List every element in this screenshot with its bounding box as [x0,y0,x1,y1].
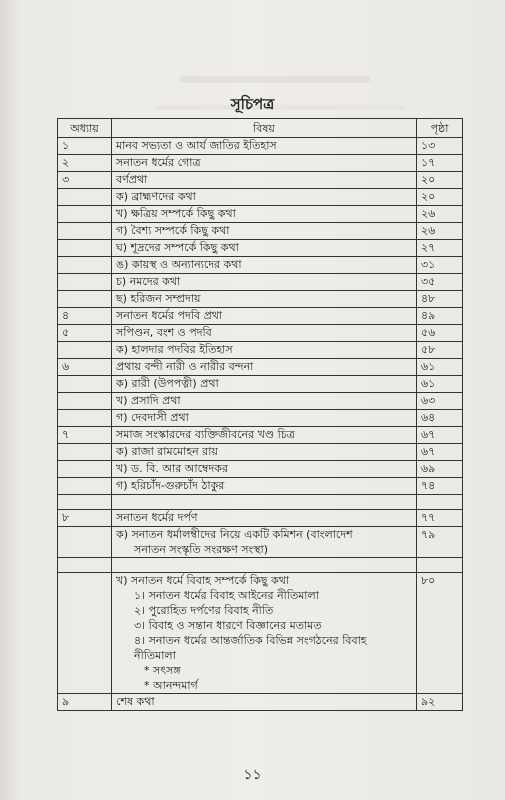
chapter-header: অধ্যায় [58,119,112,138]
sub-item: ৪। সনাতন ধর্মের আন্তর্জাতিক বিভিন্ন সংগঠনের বিবাহ [134,634,367,647]
table-row [58,308,463,325]
chapter-number: ৮ [58,510,112,527]
chapter-number: ৪ [58,308,112,325]
chapter-number [58,444,112,461]
subject: খ) ক্ষত্রিয় সম্পর্কে কিছু কথা [112,206,417,223]
chapter-number [58,410,112,427]
page-number: ৬৯ [417,461,463,478]
subject-line: খ) সনাতন ধর্মে বিবাহ সম্পর্কে কিছু কথা [116,574,290,587]
table-row [58,527,463,558]
table-row [58,206,463,223]
table-row [58,172,463,189]
subject [112,573,417,694]
subject: ক) হালদার পদবির ইতিহাস [112,342,417,359]
table-row [58,325,463,342]
chapter-number [58,274,112,291]
page-number: ৫৬ [417,325,463,342]
table-row [58,189,463,206]
page-number: ৬৭ [417,427,463,444]
sub-item: ১। সনাতন ধর্মের বিবাহ আইনের নীতিমালা [134,589,319,602]
table-row [58,510,463,527]
subject: সনাতন ধর্মের পদবি প্রথা [112,308,417,325]
chapter-number [58,393,112,410]
chapter-number [58,573,112,694]
table-row [58,342,463,359]
table-row [58,155,463,172]
chapter-number [58,461,112,478]
subject: বর্ণপ্রথা [112,172,417,189]
page-number: ৩৫ [417,274,463,291]
bullet-item: * আনন্দমার্গ [144,679,198,692]
page-number: ২৬ [417,223,463,240]
chapter-number [58,342,112,359]
chapter-number: ৩ [58,172,112,189]
subject-line-continued: সনাতন সংস্কৃতি সংরক্ষণ সংস্থা) [134,543,269,556]
page-number: ২০ [417,189,463,206]
table-row [58,138,463,155]
subject: প্রথায় বন্দী নারী ও নারীর বন্দনা [112,359,417,376]
page-number: ৭৭ [417,510,463,527]
chapter-number [58,223,112,240]
subject: শেষ কথা [112,694,417,711]
chapter-number [58,291,112,308]
chapter-number [58,376,112,393]
table-row [58,461,463,478]
chapter-number: ৯ [58,694,112,711]
subject: মানব সভ্যতা ও আর্য জাতির ইতিহাস [112,138,417,155]
subject: ক) ব্রাহ্মণদের কথা [112,189,417,206]
page-number: ৬৭ [417,444,463,461]
page-number: ৩১ [417,257,463,274]
page-number: ২৭ [417,240,463,257]
page-number: ১৩ [417,138,463,155]
table-row [58,427,463,444]
subject: ছ) হরিজন সম্প্রদায় [112,291,417,308]
table-row [58,376,463,393]
table-row [58,359,463,376]
sub-item: ৩। বিবাহ ও সন্তান ধারণে বিজ্ঞানের মতামত [134,619,322,632]
page-number: ৫৮ [417,342,463,359]
subject: ক) রাজা রামমোহন রায় [112,444,417,461]
contents-table [57,118,463,711]
chapter-number [58,206,112,223]
sub-item: ২। পুরোহিত দর্পণের বিবাহ নীতি [134,604,274,617]
page-number: ৭৯ [417,527,463,558]
chapter-number [58,240,112,257]
table-row [58,573,463,694]
subject: সনাতন ধর্মের গোত্র [112,155,417,172]
page-folio: ১১ [243,767,262,783]
bullet-item: * সৎসঙ্গ [144,664,181,677]
page-header: পৃষ্ঠা [417,119,463,138]
page-number: ৪৮ [417,291,463,308]
subject: গ) হরিচাঁদ-গুরুচাঁদ ঠাকুর [112,478,417,495]
subject: ঙ) কায়স্থ ও অন্যান্যদের কথা [112,257,417,274]
page-number: ৪৯ [417,308,463,325]
subject-line: ক) সনাতন ধর্মালম্বীদের নিয়ে একটি কমিশন (বাংলাদেশ [116,528,353,541]
page-number: ৯২ [417,694,463,711]
page-number: ২০ [417,172,463,189]
chapter-number: ১ [58,138,112,155]
page-number: ৬১ [417,376,463,393]
table-row [58,444,463,461]
page-number: ২৬ [417,206,463,223]
chapter-number [58,257,112,274]
subject: খ) প্রসাদি প্রথা [112,393,417,410]
chapter-number: ৬ [58,359,112,376]
table-row [58,223,463,240]
subject: খ) ড. বি. আর আম্বেদকর [112,461,417,478]
chapter-number [58,189,112,206]
table-row [58,257,463,274]
subject [112,527,417,558]
chapter-number [58,527,112,558]
table-row [58,478,463,495]
subject: সমাজ সংস্কারদের ব্যক্তিজীবনের খণ্ড চিত্র [112,427,417,444]
page-number: ৮০ [417,573,463,694]
blank-row [58,558,463,573]
subject: চ) নমদের কথা [112,274,417,291]
chapter-number: ৫ [58,325,112,342]
subject-header: বিষয় [112,119,417,138]
table-row [58,240,463,257]
blank-row [58,495,463,510]
subject: ঘ) শূদ্রদের সম্পর্কে কিছু কথা [112,240,417,257]
subject: সপিণ্ডন, বংশ ও পদবি [112,325,417,342]
page-number: ১৭ [417,155,463,172]
page-number: ৬১ [417,359,463,376]
table-row [58,291,463,308]
page-number: ৬৪ [417,410,463,427]
table-row [58,393,463,410]
bleed-through-text [180,76,370,83]
subject: ক) রারী (উপপত্নী) প্রথা [112,376,417,393]
subject: সনাতন ধর্মের দর্পণ [112,510,417,527]
page-number: ৬৩ [417,393,463,410]
chapter-number: ৭ [58,427,112,444]
table-row [58,694,463,711]
sub-item: নীতিমালা [134,649,176,662]
table-row [58,274,463,291]
chapter-number: ২ [58,155,112,172]
header-row [58,119,463,138]
page-number: ৭৪ [417,478,463,495]
page-title: সূচিপত্র [230,95,275,113]
subject: গ) দেবদাসী প্রথা [112,410,417,427]
subject: গ) বৈশ্য সম্পর্কে কিছু কথা [112,223,417,240]
chapter-number [58,478,112,495]
table-row [58,410,463,427]
